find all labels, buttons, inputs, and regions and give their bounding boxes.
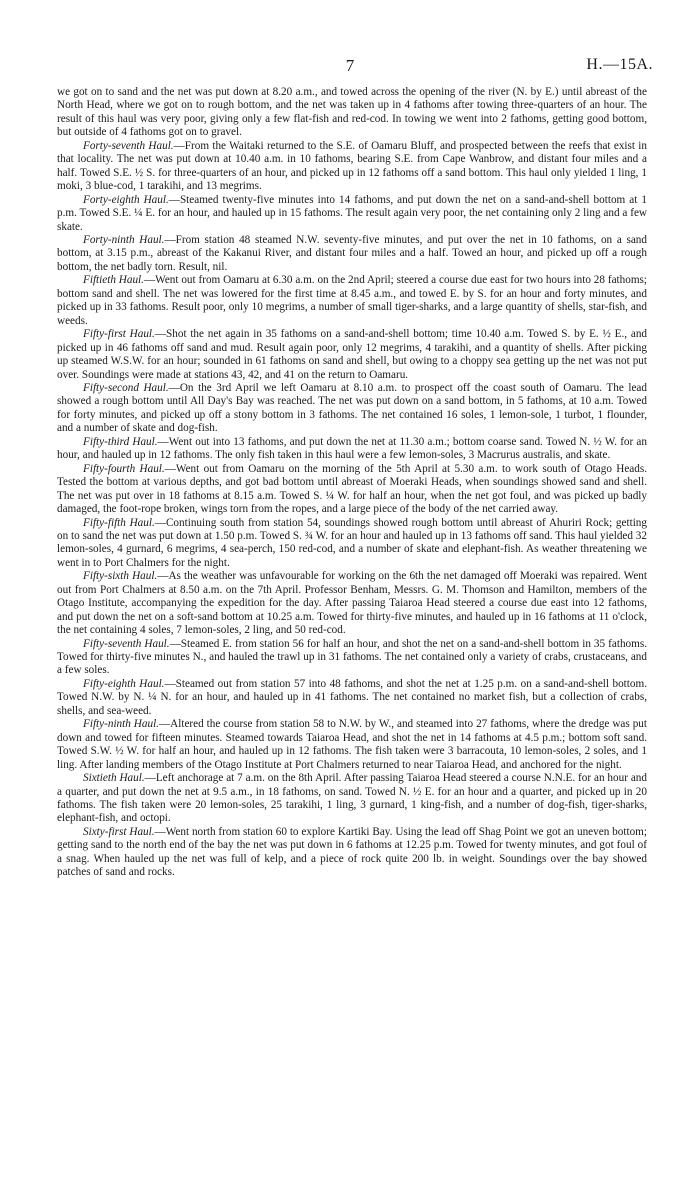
paragraph-text: —From the Waitaki returned to the S.E. of Oamaru Bluff, and prospected between the reefs that exist in that locality. The net was put down at 10.40 a.m. in 10 fathoms, bearing S.E. from Cape Wanbrow, and distant four miles and a half. Towed S.E. ½ S. for three-quarters of an hour, and picked up in 12 fathoms off a sand bottom. This haul only yielded 1 ling, 1 moki, 3 blue-cod, 1 tarakihi, and 13 megrims. (57, 139, 647, 193)
paragraph-text: —Steamed E. from station 56 for half an hour, and shot the net on a sand-and-shell bottom in 35 fathoms. Towed for thirty-five minutes N., and hauled the trawl up in 31 fathoms. The net contained only a variety of crabs, crustaceans, and a few soles. (57, 637, 647, 677)
paragraph-haul-56 (57, 570, 647, 637)
paragraph-text: —Left anchorage at 7 a.m. on the 8th April. After passing Taiaroa Head steered a course N.N.E. for an hour and a quarter, and put down the net at 9.5 a.m., in 18 fathoms, on sand. Towed N. ½ E. for an hour and a quarter, and picked up in 20 fathoms. The fish taken were 20 lemon-soles, 25 tarakihi, 1 ling, 3 gurnard, 1 king-fish, and a number of dog-fish, tiger-sharks, elephant-fish, and octopi. (57, 772, 647, 825)
paragraph-haul-53 (57, 436, 647, 463)
paragraph-haul-52 (57, 382, 647, 436)
paragraph-text: —Altered the course from station 58 to N.W. by W., and steamed into 27 fathoms, where the dredge was put down and towed for fifteen minutes. Steamed towards Taiaroa Head, and shot the net in 14 fathoms at 4.5 p.m.; bottom soft sand. Towed S.W. ½ W. for half an hour, and hauled up in 12 fathoms. The fish taken were 3 barracouta, 10 lemon-soles, 2 soles, and 1 ling. After landing members of the Otago Institute at Port Chalmers returned to near Taiaroa Head, and anchored for the night. (57, 718, 647, 771)
paragraph-haul-50 (57, 274, 647, 328)
haul-title: Fifty-sixth Haul. (83, 570, 158, 583)
body-text (57, 86, 647, 880)
paragraph-haul-49 (57, 234, 647, 274)
paragraph-text: —Went out into 13 fathoms, and put down the net at 11.30 a.m.; bottom coarse sand. Towed N. ½ W. for an hour, and hauled up in 12 fathoms. The only fish taken in this haul were a few lemon-soles, 3 Macrurus australis, and skate. (57, 435, 647, 462)
haul-title: Fifty-eighth Haul. (83, 677, 165, 690)
paragraph-haul-54 (57, 463, 647, 517)
paragraph-text: —Went out from Oamaru on the morning of the 5th April at 5.30 a.m. to work south of Otago Heads. Tested the bottom at various depths, and got bad bottom until abreast of Moeraki Heads, when soundings showed sand and shell. The net was put over in 18 fathoms at 8.15 a.m. Towed S. ¼ W. for half an hour, when the net got foul, and was picked up badly damaged, the foot-rope broken, wings torn from the ropes, and a large piece of the body of the net carried away. (57, 462, 648, 516)
paragraph-text: —Went north from station 60 to explore Kartiki Bay. Using the lead off Shag Point we got an uneven bottom; getting sand to the north end of the bay the net was put down in 6 fathoms at 12.25 p.m. Towed for twenty minutes, and got foul of a snag. When hauled up the net was full of kelp, and a piece of rock quite 200 lb. in weight. Soundings over the bay showed patches of sand and rocks. (57, 825, 647, 879)
paragraph-haul-48 (57, 194, 647, 234)
paragraph-haul-61 (57, 826, 647, 880)
haul-title: Fifty-first Haul. (83, 328, 155, 341)
haul-title: Sixty-first Haul. (83, 825, 155, 838)
paragraph-haul-60 (57, 772, 647, 826)
paragraph-haul-57 (57, 638, 647, 678)
haul-title: Forty-eighth Haul. (83, 193, 169, 206)
paragraph-text: —Steamed out from station 57 into 48 fathoms, and shot the net at 1.25 p.m. on a sand-and-shell bottom. Towed N.W. by N. ¼ N. for an hour, and hauled up in 41 fathoms. The net contained no market fish, but a collection of crabs, shells, and sea-weed. (57, 677, 647, 717)
haul-title: Fifty-seventh Haul. (83, 637, 170, 650)
paragraph-text: —Continuing south from station 54, soundings showed rough bottom until abreast of Ahuriri Rock; getting on to sand the net was put down at 1.50 p.m. Towed S. ¾ W. for an hour and hauled up in 13 fathoms off sand. This haul yielded 32 lemon-soles, 4 gurnard, 6 megrims, 4 sea-perch, 150 red-cod, and a number of skate and elephant-fish. As weather threatening we went in to Port Chalmers for the night. (57, 516, 647, 569)
paragraph-continuation (57, 86, 647, 140)
haul-title: Fifty-second Haul. (83, 381, 169, 394)
paragraph-haul-55 (57, 517, 647, 571)
page-number: 7 (345, 56, 355, 75)
haul-title: Fifty-ninth Haul. (83, 718, 159, 731)
paragraph-haul-58 (57, 678, 647, 718)
haul-title: Forty-ninth Haul. (83, 233, 165, 246)
paragraph-text: we got on to sand and the net was put down at 8.20 a.m., and towed across the opening of the river (N. by E.) until abreast of the North Head, where we got on to rough bottom, and the net was taken up in 4 fathoms after towing three-quarters of an hour. The result of this haul was very poor, giving only a few flat-fish and red-cod. In towing we went into 2 fathoms, getting good bottom, but outside of 4 fathoms got on to gravel. (57, 86, 647, 139)
paragraph-haul-59 (57, 718, 647, 772)
haul-title: Fifty-third Haul. (83, 435, 158, 448)
document-reference: H.—15A. (586, 56, 653, 73)
haul-title: Sixtieth Haul. (83, 772, 145, 785)
paragraph-text: —Steamed twenty-five minutes into 14 fathoms, and put down the net on a sand-and-shell bottom at 1 p.m. Towed S.E. ¼ E. for an hour, and hauled up in 15 fathoms. The result again very poor, the net containing only 2 ling and a few skate. (57, 193, 647, 233)
paragraph-text: —From station 48 steamed N.W. seventy-five minutes, and put over the net in 10 fathoms, on a sand bottom, at 3.15 p.m., abreast of the Kakanui River, and distant four miles and a half. Towed an hour, and picked up off a rough bottom, the net badly torn. Result, nil. (57, 233, 647, 273)
paragraph-text: —Shot the net again in 35 fathoms on a sand-and-shell bottom; time 10.40 a.m. Towed S. by E. ½ E., and picked up in 46 fathoms off sand and mud. Result again poor, only 12 megrims, 4 tarakihi, and a quantity of shells. After picking up steamed W.S.W. for an hour; sounded in 61 fathoms on sand and shell, but owing to a choppy sea getting up the net was not put over. Soundings were made at stations 43, 42, and 41 on the return to Oamaru. (57, 328, 648, 381)
paragraph-haul-51 (57, 328, 647, 382)
paragraph-text: —Went out from Oamaru at 6.30 a.m. on the 2nd April; steered a course due east for two hours into 28 fathoms; bottom sand and shell. The net was lowered for the first time at 8.45 a.m., and towed E. by S. for an hour and forty minutes, and picked up in 33 fathoms. Result poor, only 10 megrims, a number of small tiger-sharks, and a large quantity of shells, star-fish, and weeds. (57, 274, 647, 327)
haul-title: Fiftieth Haul. (83, 274, 144, 287)
haul-title: Forty-seventh Haul. (83, 139, 174, 152)
paragraph-text: —On the 3rd April we left Oamaru at 8.10 a.m. to prospect off the coast south of Oamaru. The lead showed a rough bottom until All Day's Bay was reached. The net was put down on a sand bottom, in 5 fathoms, at 10 a.m. Towed for forty minutes, and picked up off a stony bottom in 3 fathoms. The net contained 16 soles, 1 lemon-sole, 1 turbot, 1 flounder, and a number of skate and dog-fish. (57, 381, 647, 435)
paragraph-haul-47 (57, 140, 647, 194)
haul-title: Fifty-fourth Haul. (83, 462, 165, 475)
haul-title: Fifty-fifth Haul. (83, 516, 155, 529)
paragraph-text: —As the weather was unfavourable for working on the 6th the net damaged off Moeraki was repaired. Went out from Port Chalmers at 8.50 a.m. on the 7th April. Professor Benham, Messrs. G. M. Thomson and Hamilton, members of the Otago Institute, accompanying the expedition for the day. After passing Taiaroa Head steered a course due east into 12 fathoms, and put down the net on a soft-sand bottom at 10.25 a.m. Towed for thirty-five minutes, and hauled up in 16 fathoms at 11 o'clock, the net containing 4 soles, 7 lemon-soles, 2 ling, and 50 red-cod. (57, 570, 647, 637)
